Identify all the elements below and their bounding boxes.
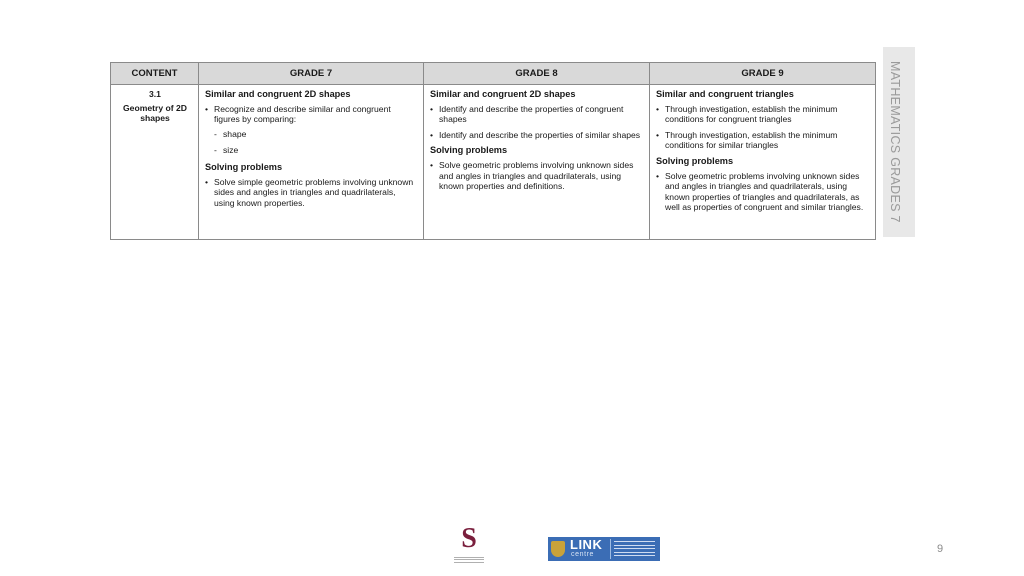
side-banner [883, 47, 915, 237]
grade-9-heading-problems: Solving problems [656, 155, 734, 166]
grade-8-bullet-solve: • Solve geometric problems involving unknown sides and angles in triangles and quadrilaterals, using known properties and definitions. [430, 160, 644, 192]
university-crest-icon: S [461, 523, 477, 554]
link-logo-sub: centre [571, 551, 595, 558]
table-row [111, 85, 876, 240]
grade-9-bullet-solve: • Solve geometric problems involving unknown sides and angles in triangles and quadrilaterals, using known properties of triangles and quadrilaterals, as well as properties of congruent and similar triangles. [656, 171, 870, 213]
page-number: 9 [937, 543, 944, 555]
grade-7-sub-shape: - shape [214, 129, 418, 140]
content-cell [111, 85, 199, 240]
grade-7-list-shapes [205, 104, 418, 156]
grade-7-list-problems [205, 177, 418, 209]
link-logo-tagline [610, 539, 658, 559]
grade-9-list-triangles [656, 104, 870, 151]
link-centre-logo [548, 537, 660, 561]
grade-7-heading-problems: Solving problems [205, 161, 283, 172]
side-banner-text: MATHEMATICS GRADES 7 [888, 61, 902, 223]
grade-8-heading-problems: Solving problems [430, 145, 508, 156]
grade-9-cell [650, 85, 876, 240]
grade-7-sub-size: - size [214, 145, 418, 156]
curriculum-table [110, 62, 876, 240]
grade-9-list-problems [656, 171, 870, 213]
grade-9-bullet-congruent: • Through investigation, establish the minimum conditions for congruent triangles [656, 104, 870, 125]
grade-9-bullet-similar: • Through investigation, establish the minimum conditions for similar triangles [656, 130, 870, 151]
list-item [205, 104, 418, 156]
link-logo-word: LINK [570, 537, 603, 552]
topic-name: Geometry of 2D shapes [123, 102, 187, 124]
grade-9-heading-triangles: Similar and congruent triangles [656, 89, 794, 99]
grade-7-bullet-solve: • Solve simple geometric problems involving unknown sides and angles in triangles and quadrilaterals, using known properties. [205, 177, 418, 209]
table-header-row [111, 63, 876, 85]
header-grade-7: GRADE 7 [199, 63, 424, 85]
grade-8-heading-shapes: Similar and congruent 2D shapes [430, 89, 576, 99]
grade-8-bullet-similar: • Identify and describe the properties of similar shapes [430, 130, 644, 141]
grade-7-heading-shapes: Similar and congruent 2D shapes [205, 89, 351, 99]
topic-number: 3.1 [149, 89, 161, 99]
grade-8-cell [424, 85, 650, 240]
grade-8-list-shapes [430, 104, 644, 141]
grade-7-cell [199, 85, 424, 240]
header-grade-9: GRADE 9 [650, 63, 876, 85]
crest-icon [551, 541, 565, 557]
grade-7-bullet-recognize: Recognize and describe similar and congruent figures by comparing: [214, 103, 391, 125]
header-content: CONTENT [111, 63, 199, 85]
header-grade-8: GRADE 8 [424, 63, 650, 85]
grade-8-list-problems [430, 160, 644, 192]
university-caption [452, 555, 486, 565]
grade-8-bullet-congruent: • Identify and describe the properties of congruent shapes [430, 104, 644, 125]
grade-7-sublist [214, 129, 418, 156]
university-logo [452, 525, 486, 567]
